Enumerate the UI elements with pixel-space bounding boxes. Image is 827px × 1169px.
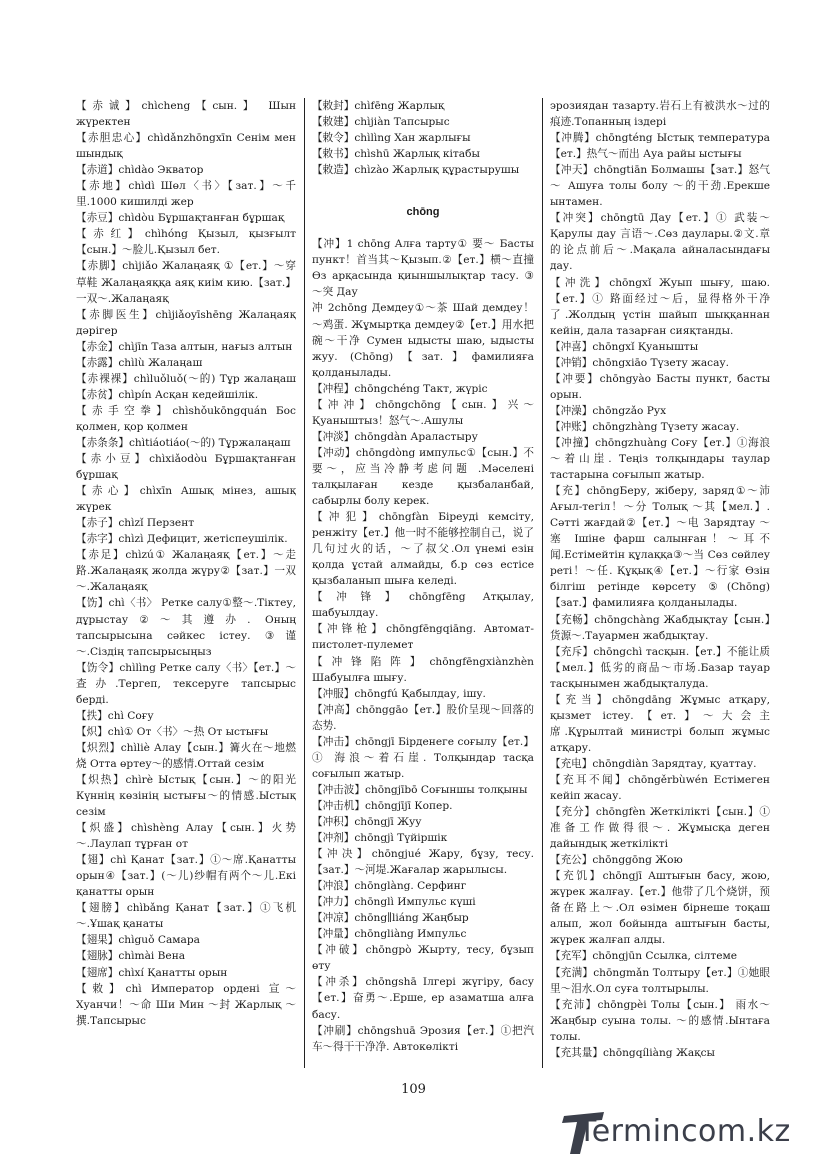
dictionary-entry: 【冲服】chōngfú Қабылдау, ішу. <box>312 687 486 700</box>
dictionary-entry: 【冲撞】chōngzhuàng Соғу【ет.】①海浪～着山崖. Теңіз толқындары таулар тастарына соғылып жатыр. <box>550 436 770 482</box>
dictionary-entry: 【冲犯】chōngfàn Біреуді кемсіту, ренжіту【ет.】他一时不能够控制自己，说了几句过火的话，～了叔父.Ол үнемі езін қолда ұстай алмайды, б.р сөз естісе қызбаланып шыға келеді. <box>312 511 534 588</box>
dictionary-entry: 【赤足】chìzú① Жалаңаяқ【ет.】～走路.Жалаңаяқ жолда жүру②【зат.】一双～.Жалаңаяқ <box>76 549 296 594</box>
dictionary-entry: 【冲量】chōngliàng Импульс <box>312 928 467 941</box>
dictionary-entry: 【充沛】chōngpèi Толы【сын.】 雨水～ Жаңбыр суына толы. ～的感情.Ынтаға толы. <box>550 998 770 1043</box>
dictionary-entry: 【冲澡】chōngzǎo Рух <box>550 404 667 417</box>
column-divider <box>542 98 543 1068</box>
dictionary-entry: 【敕造】chìzào Жарлық құрастырушы <box>312 164 520 177</box>
dictionary-entry: 【充分】chōngfèn Жеткілікті【сын.】①准备工作做得很～. Жұмысқа деген дайындық жеткілікті <box>550 806 770 851</box>
dictionary-entry: 【冲锋陷阵】chōngfēngxiànzhèn Шабуылға шығу. <box>312 655 534 684</box>
dictionary-entry: 【充耳不闻】chōngěrbùwén Естімеген кейіп жасау. <box>550 773 770 803</box>
dictionary-entry: 【充其量】chōngqíliàng Жақсы <box>550 1046 715 1059</box>
dictionary-entry: 【冲喜】chōngxǐ Қуанышты <box>550 340 699 353</box>
dictionary-entry: 【冲凉】chōng∥liáng Жаңбыр <box>312 912 469 925</box>
dictionary-entry: 【炽】chì① От〈书〉～热 От ыстығы <box>76 725 269 738</box>
dictionary-column-3 <box>550 98 770 1073</box>
dictionary-entry: 【赤豆】chìdòu Бұршақтанған бұршақ <box>76 212 285 225</box>
dictionary-entry: 【冲淡】chōngdàn Араластыру <box>312 430 478 443</box>
dictionary-entry: 【赤脚】chìjiǎo Жалаңаяқ ①【ет.】～穿草鞋 Жалаңаяққа аяқ киім кию.【зат.】一双～.Жалаңаяқ <box>76 260 296 305</box>
dictionary-entry: 【赤脚医生】chìjiǎoyīshēng Жалаңаяқ дәрігер <box>76 308 296 337</box>
dictionary-entry: 【冲杀】chōngshā Ілгері жүгіру, басу【ет.】奋勇～.Ерше, ер азаматша алға басу. <box>312 976 534 1021</box>
dictionary-entry: 冲 2chōng Демдеу①～茶 Шай демдеу！～鸡蛋. Жұмыртқа демдеу②【ет.】用水把碗～干净 Сумен ыдысты шаю, ыдысты жуу. (Chōng)【зат.】фамилияға қолданылады. <box>312 302 534 379</box>
dictionary-entry: 【敕】chì Император орденi 宣～Хуанчи！～命 Ши Мин ～封 Жарлық ～撰.Тапсырыс <box>76 982 296 1027</box>
dictionary-entry: 【冲洗】chōngxǐ Жуып шығу, шаю.【ет.】① 路面经过～后，显得格外干净了.Жолдың үстін шайып шыққаннан кейін, дала тазарған сияқтанды. <box>550 276 770 337</box>
dictionary-entry: 【冲账】chōngzhàng Түзету жасау. <box>550 420 740 433</box>
dictionary-entry: 【饬令】chìlìng Ретке салу〈书〉【ет.】～查办.Тергеп, тексеруге тапсырыс берді. <box>76 661 296 706</box>
dictionary-entry: 【充电】chōngdiàn Зарядтау, қуаттау. <box>550 757 757 770</box>
dictionary-entry: 【冲冲】chōngchōng【сын.】兴～Қуаныштыз！怒气～.Ашулы <box>312 398 534 427</box>
dictionary-entry: 【赤金】chìjīn Таза алтын, нағыз алтын <box>76 340 293 353</box>
dictionary-entry: 【赤条条】chìtiáotiáo(～的) Тұржалаңаш <box>76 436 291 449</box>
dictionary-entry: 【充满】chōngmǎn Толтыру【ет.】①她眼里～泪水.Ол суға толтырылы. <box>550 966 770 995</box>
dictionary-entry: 【饬】chì〈书〉 Ретке салу①整～.Тіктеу, дұрыстау②～其遵办. Оның тапсырысына сәйкес істеу. ③谨～.Сіздің тапсырысыңыз <box>76 597 296 658</box>
dictionary-entry: 【赤手空拳】chìshǒukōngquán Бос қолмен, қор қолмен <box>76 404 296 433</box>
dictionary-entry: 【冲破】chōngpò Жырту, тесу, бұзып өту <box>312 944 534 973</box>
dictionary-entry: 【冲锋】chōngfēng Атқылау, шабуылдау. <box>312 591 534 620</box>
dictionary-entry: 【冲突】chōngtū Дау【ет.】① 武装～ Қарулы дау 言语～.Сөз даулары.②文.章的论点前后～.Мақала айналасындағы дау. <box>550 212 770 273</box>
dictionary-entry: 【冲销】chōngxiāo Түзету жасау. <box>550 356 730 369</box>
dictionary-entry: 【冲锋枪】chōngfēngqiāng. Автомат-пистолет-пулемет <box>312 623 534 652</box>
dictionary-entry: 【冲刷】chōngshuā Эрозия【ет.】①把汽车～得干干净净. Автокөлікті <box>312 1024 534 1053</box>
dictionary-entry: 【冲天】chōngtiān Болмашы【зат.】怒气～ Ашуға толы болу ～的干劲.Ерекше ынтамен. <box>550 164 770 209</box>
dictionary-entry: 【敕书】chìshū Жарлық кітабы <box>312 148 480 161</box>
dictionary-entry: 【冲浪】chōnglàng. Серфинг <box>312 880 467 893</box>
dictionary-entry: 【冲力】chōnglì Импульс күші <box>312 896 476 909</box>
dictionary-entry: 【冲决】chōngjué Жару, бұзу, тесу.【зат.】～河堤.Жағалар жарылысы. <box>312 848 534 877</box>
dictionary-entry: 【赤露】chìlù Жалаңаш <box>76 356 203 369</box>
dictionary-column-2 <box>312 98 534 1073</box>
dictionary-entry: 【赤子】chìzǐ Перзент <box>76 517 195 530</box>
dictionary-entry: 【赤字】chìzì Дефицит, жетіспеушілік. <box>76 533 288 546</box>
logo-text: Termincom.kz <box>578 1114 791 1149</box>
dictionary-column-1 <box>76 98 296 1073</box>
dictionary-entry: 【充当】chōngdāng Жұмыс атқару, қызмет істеу.【ет.】～大会主席.Құрылтай министрі болып жұмыс атқару. <box>550 693 770 754</box>
dictionary-entry: 【冲击】chōngjī Бірденеге соғылу【ет.】① 海浪～着石崖. Толқындар тасқа соғылып жатыр. <box>312 735 534 780</box>
dictionary-entry: 【赤心】chìxīn Ашық мінез, ашық жүрек <box>76 485 296 514</box>
dictionary-entry: 【冲腾】chōngténg Ыстық температура【ет.】热气～而出 Ауа райы ыстығы <box>550 132 770 161</box>
dictionary-entry: 【翅果】chìguǒ Самара <box>76 934 200 947</box>
dictionary-entry: эрозиядан тазарту.岩石上有被洪水～过的痕迹.Топанның іздері <box>550 100 770 129</box>
dictionary-entry: 【炽盛】chìshèng Алау【сын.】火势～.Лаулап тұрған от <box>76 822 296 851</box>
dictionary-entry: 【冲动】chōngdòng импульс①【сын.】不要～，应当冷静考虑问题 .Мәселені талқылаған кезде қызбаланбай, сабырлы болу керек. <box>312 446 534 508</box>
dictionary-entry: 【敕建】chìjiàn Тапсырыс <box>312 116 450 129</box>
dictionary-entry: 【翅】chì Қанат【зат.】①～席.Қанатты орын④【зат.】(～儿)纱帽有两个～儿.Екі қанатты орын <box>76 854 296 899</box>
site-logo[interactable] <box>560 1110 810 1156</box>
section-heading: chōng <box>406 206 440 219</box>
dictionary-entry: 【冲积】chōngjī Жуу <box>312 815 422 828</box>
dictionary-entry: 【翅脉】chìmài Вена <box>76 950 186 963</box>
dictionary-entry: 【翅膀】chìbǎng Қанат【зат.】①飞机～.Ұшақ қанаты <box>76 902 296 931</box>
dictionary-entry: 【赤小豆】chìxiǎodòu Бұршақтанған бұршақ <box>76 453 296 482</box>
dictionary-entry: 【充】chōngБеру, жіберу, заряд①～沛 Ағыл-тегіл！～分 Толық ～其【мел.】. Сәтті жағдай②【ет.】～电 Зарядтау ～塞 Ішіне фарш салынған！～耳不闻.Естімейтін құлаққа③～当 Сөз сөйлеу реті！～任. Құқық④【ет.】～行家 Өзін білгіш ретінде көрсету ⑤(Chōng)【зат.】фамилияға қолданылады. <box>550 485 770 610</box>
dictionary-entry: 【赤胆忠心】chìdǎnzhōngxīn Сенім мен шындық <box>76 132 296 161</box>
dictionary-entry: 【冲剂】chōngjì Түйіршік <box>312 832 448 845</box>
dictionary-entry: 【充畅】chōngchàng Жабдықтау【сын.】货源～.Тауармен жабдықтау. <box>550 613 770 642</box>
dictionary-entry: 【赤裸裸】chìluǒluǒ(～的) Тұр жалаңаш 【赤贫】chìpín Асқан кедейшілік. <box>76 372 296 401</box>
dictionary-entry: 【翅席】chìxí Қанатты орын <box>76 966 228 979</box>
dictionary-entry: 【冲击波】chōngjībō Соғыншы толқыны <box>312 783 528 796</box>
dictionary-entry: 【充军】chōngjūn Ссылка, сілтеме <box>550 950 737 963</box>
column-divider <box>304 98 305 1068</box>
dictionary-entry: 【炽热】chìrè Ыстық【сын.】～的阳光 Күннің көзінің ыстығы～的情感.Ыстық сезім <box>76 773 296 819</box>
dictionary-entry: 【敕封】chìfēng Жарлық <box>312 100 445 112</box>
dictionary-entry: 【冲要】chōngyào Басты пункт, басты орын. <box>550 372 770 401</box>
dictionary-entry: 【冲击机】chōngjījī Копер. <box>312 799 453 812</box>
dictionary-entry: 【充饥】chōngjī Аштығын басу, жою, жүрек жалғау.【ет.】他带了几个烧饼，预备在路上～.Ол өзімен бірнеше тоқаш алып, жол бойында аштығын басты, жүрек жалғап алды. <box>550 870 770 947</box>
dictionary-entry: 【充斥】chōngchì тасқын.【ет.】不能让质【мел.】低劣的商品～市场.Базар тауар тасқынымен жабдықталуда. <box>550 645 770 690</box>
dictionary-entry: 【赤红】chìhóng Қызыл, қызғылт【сын.】～脸儿.Қызыл бет. <box>76 228 296 257</box>
dictionary-entry: 【赤道】chìdào Экватор <box>76 164 204 177</box>
dictionary-entry: 【赤诚】chìcheng【сын.】 Шын жүректен <box>76 100 296 129</box>
dictionary-entry: 【赤地】chìdì Шөл〈书〉【зат.】～千里.1000 кишилді жер <box>76 180 296 209</box>
page-number: 109 <box>401 1082 426 1097</box>
dictionary-entry: 【冲】1 chōng Алға тарту① 要～ Басты пункт！首当其～Қызып.②【ет.】横～直撞 Өз арқасында қиыншылықтар тасу. ③ ～突 Дау <box>312 238 534 299</box>
dictionary-entry: 【抶】chì Соғу <box>76 709 154 722</box>
dictionary-entry: 【冲程】chōngchéng Такт, жүріс <box>312 382 488 395</box>
dictionary-entry: 【敕令】chìlìng Хан жарлығы <box>312 132 471 145</box>
dictionary-entry: 【炽烈】chìliè Алау【сын.】篝火在～地燃烧 Отта өртеу～的感情.Оттай сезім <box>76 741 296 770</box>
dictionary-entry: 【充公】chōnggōng Жою <box>550 854 683 867</box>
dictionary-entry: 【冲高】chōnggāo【ет.】股价呈现～回落的态势. <box>312 703 534 732</box>
